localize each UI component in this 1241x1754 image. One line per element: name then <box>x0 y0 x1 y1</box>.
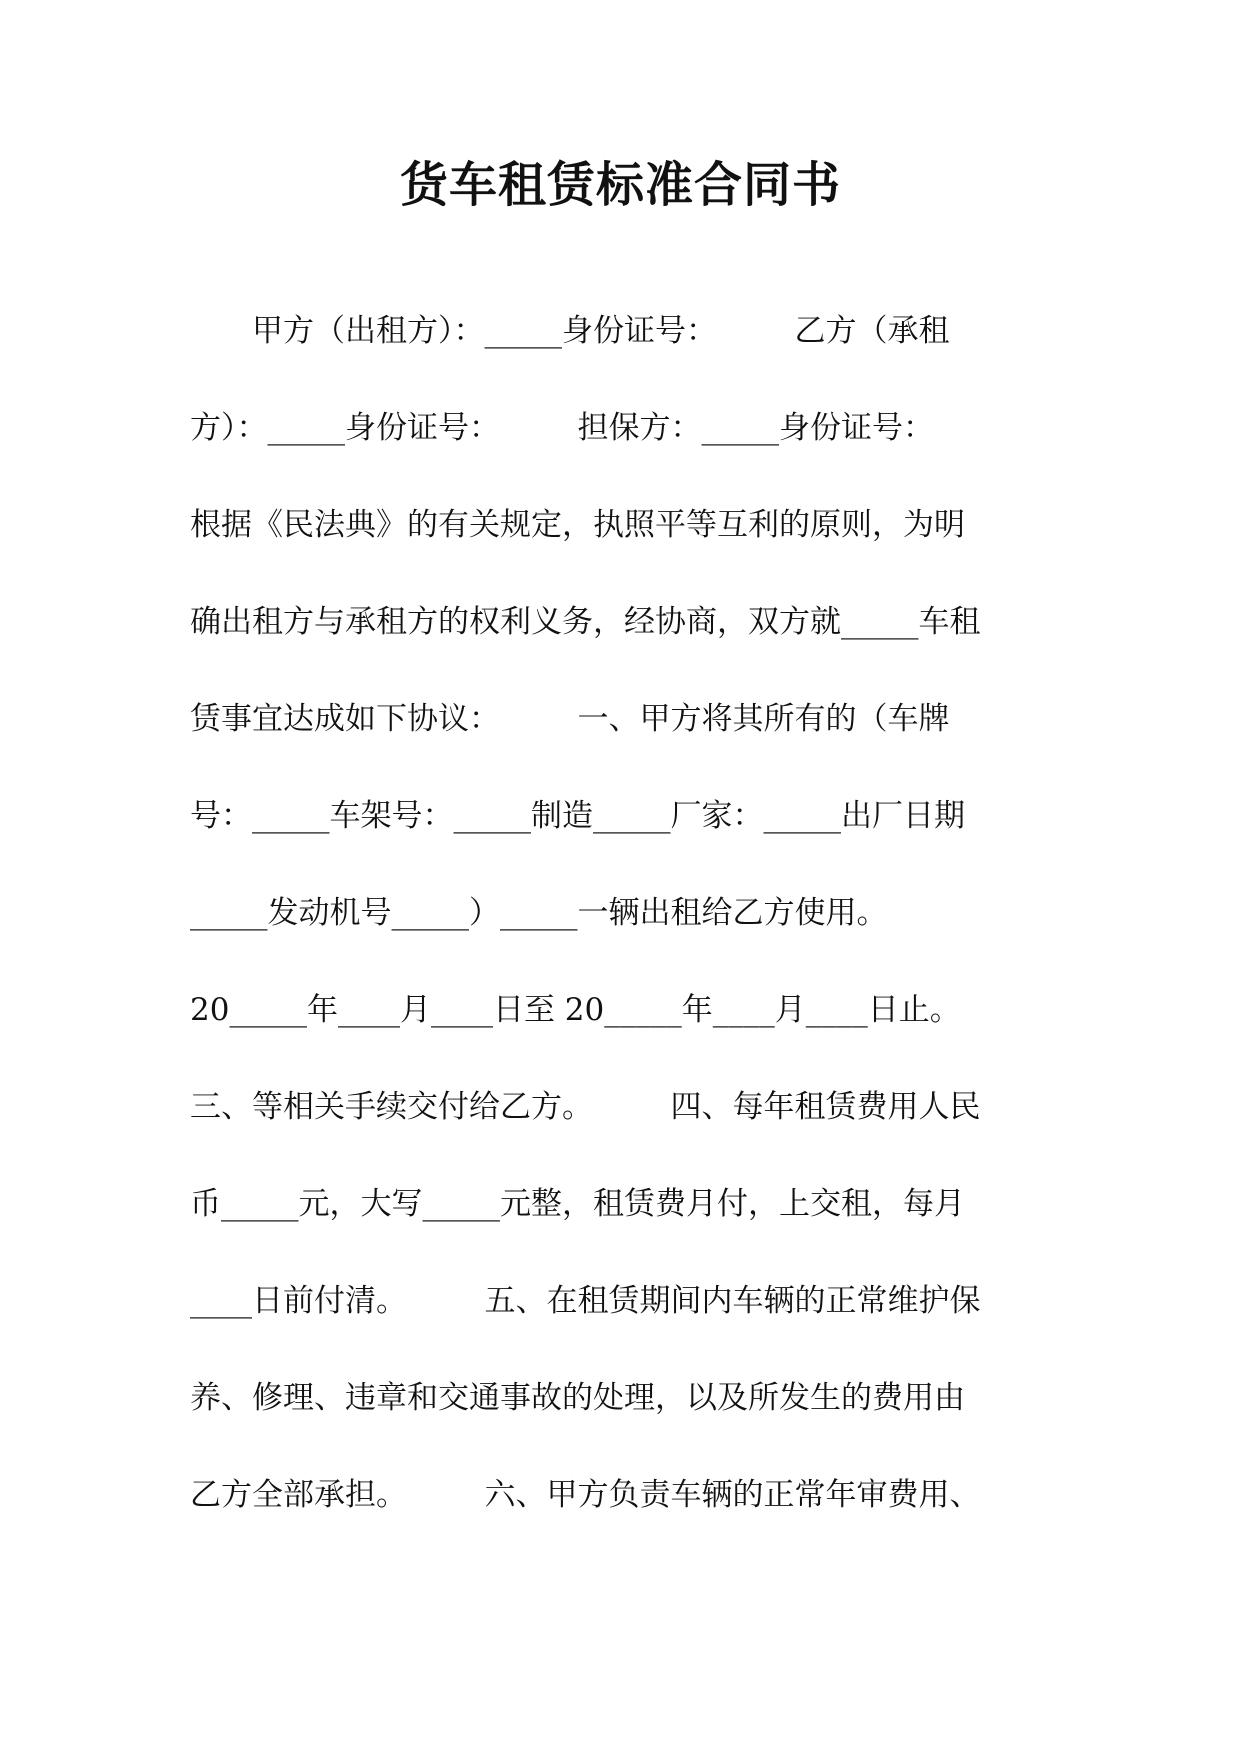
body-line-7: _____发动机号_____）_____一辆出租给乙方使用。 <box>190 895 888 931</box>
body-line-1: 甲方（出租方）：_____身份证号： 乙方（承租 <box>190 313 950 349</box>
body-line-9: 三、等相关手续交付给乙方。 四、每年租赁费用人民 <box>190 1089 981 1125</box>
body-line-4: 确出租方与承租方的权利义务，经协商，双方就_____车租 <box>190 604 981 640</box>
body-line-8: 20_____年____月____日至 20_____年____月____日止。 <box>190 992 961 1028</box>
body-line-6: 号：_____车架号：_____制造_____厂家：_____出厂日期 <box>190 798 965 834</box>
document-title: 货车租赁标准合同书 <box>399 157 841 213</box>
body-line-5: 赁事宜达成如下协议： 一、甲方将其所有的（车牌 <box>190 701 950 737</box>
body-line-2: 方）：_____身份证号： 担保方：_____身份证号： <box>190 410 934 446</box>
body-line-11: ____日前付清。 五、在租赁期间内车辆的正常维护保 <box>190 1283 981 1319</box>
body-line-3: 根据《民法典》的有关规定，执照平等互利的原则，为明 <box>190 507 965 543</box>
body-line-13: 乙方全部承担。 六、甲方负责车辆的正常年审费用、 <box>190 1477 981 1513</box>
body-line-12: 养、修理、违章和交通事故的处理，以及所发生的费用由 <box>190 1380 965 1416</box>
body-line-10: 币_____元，大写_____元整，租赁费月付，上交租，每月 <box>190 1186 965 1222</box>
